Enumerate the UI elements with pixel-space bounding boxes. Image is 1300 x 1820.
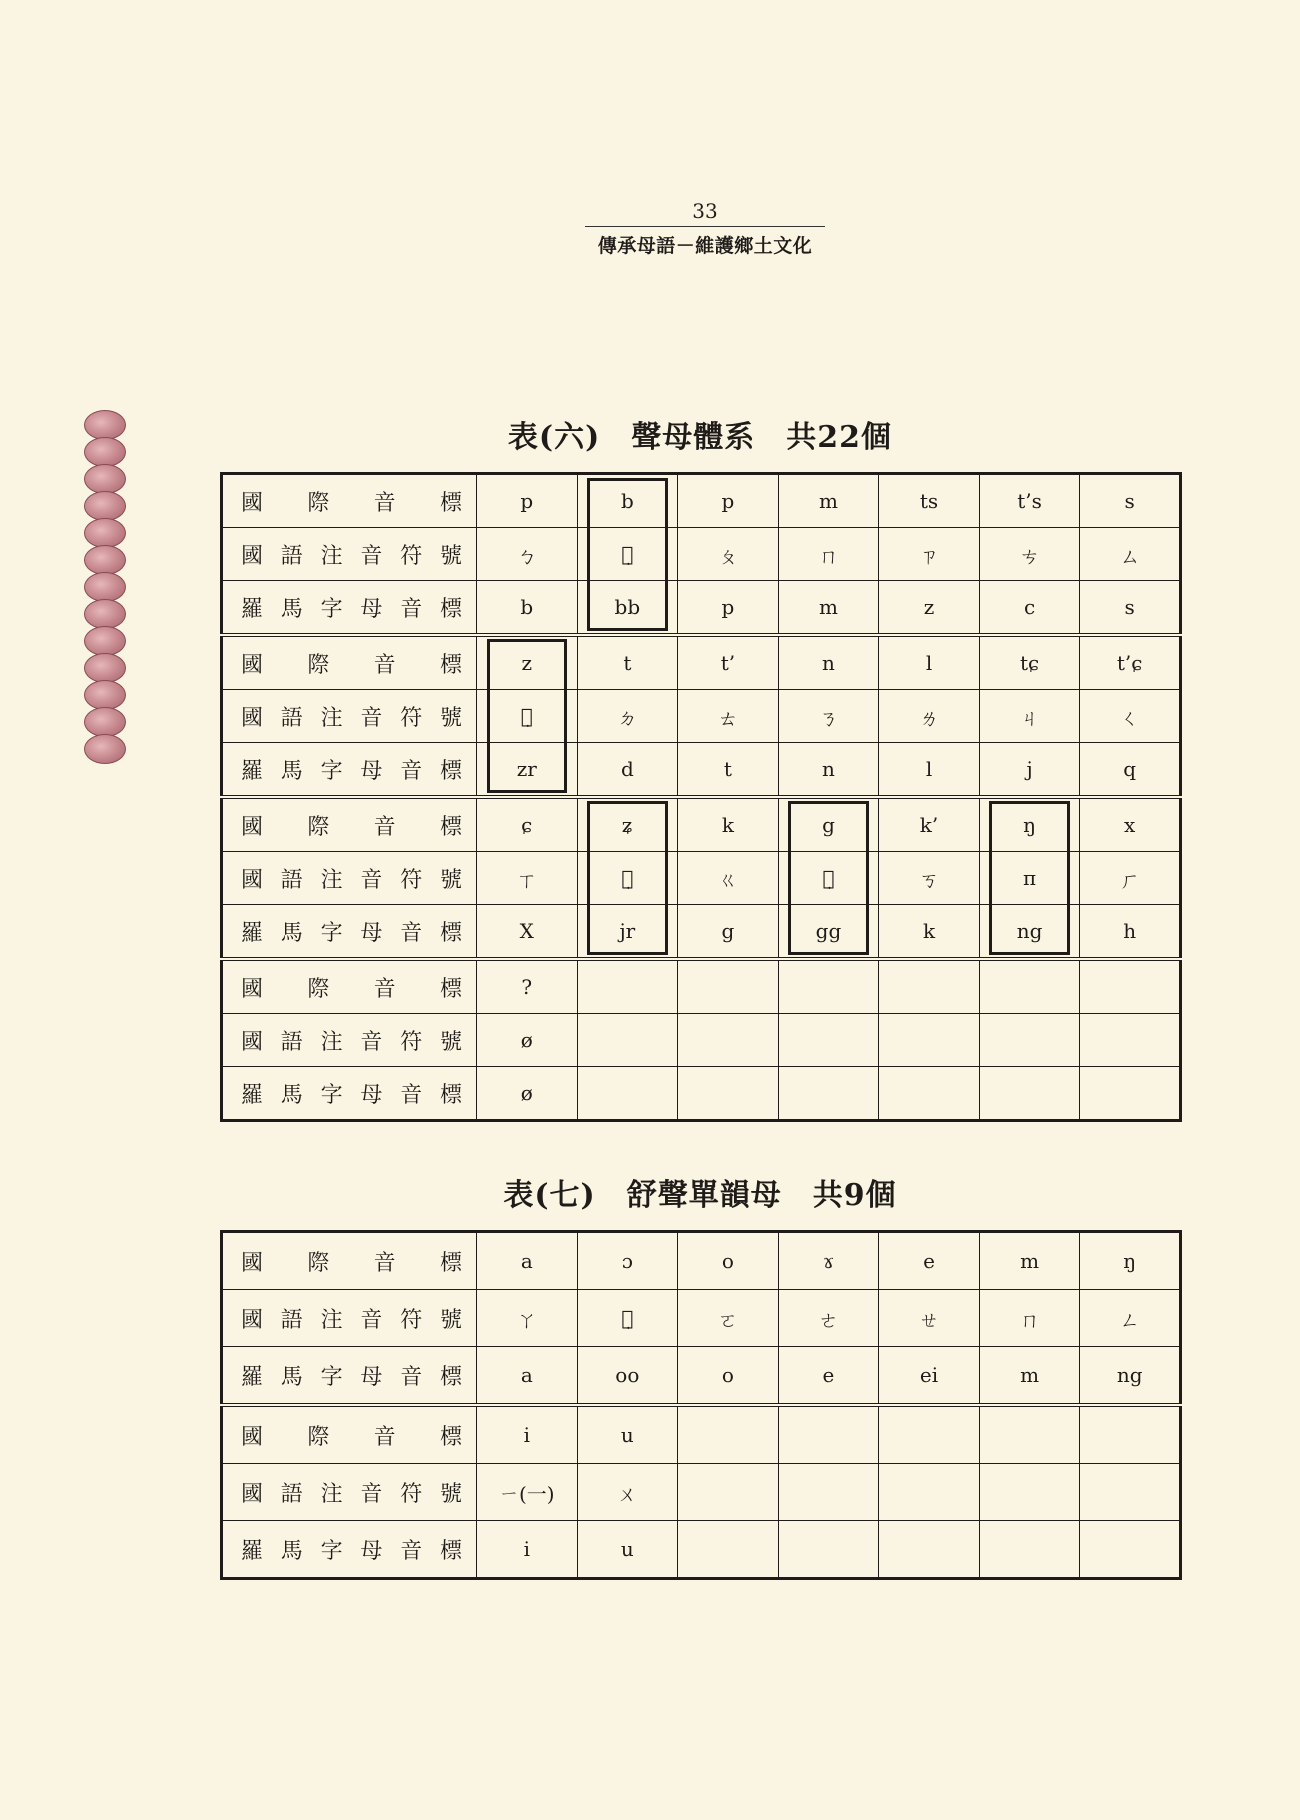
row-label [222, 1347, 477, 1406]
table-cell: ㄨ [577, 1464, 678, 1521]
label-char: 音 [360, 1307, 383, 1333]
table-cell: i [477, 1521, 578, 1579]
table-row [222, 1464, 1181, 1521]
label-char: 母 [360, 920, 383, 946]
label-char: 號 [439, 867, 462, 893]
label-char: 符 [400, 1481, 423, 1507]
label-char: 號 [439, 1481, 462, 1507]
label-char: 國 [241, 1250, 264, 1276]
row-label [222, 852, 477, 905]
table-cell: ㄏ [1080, 852, 1181, 905]
label-char: 語 [280, 867, 303, 893]
table-cell: g [678, 905, 779, 960]
row-label-text [223, 1420, 476, 1451]
table-cell: bb [577, 581, 678, 636]
table-cell: k [678, 797, 779, 852]
label-char: 母 [360, 596, 383, 622]
initials-table [220, 472, 1182, 1122]
table-row [222, 1232, 1181, 1290]
table-row [222, 528, 1181, 581]
table-cell [778, 1464, 879, 1521]
table-cell: ɤ [778, 1232, 879, 1290]
table-cell: m [979, 1232, 1080, 1290]
table-cell: t’ɕ [1080, 635, 1181, 690]
table-cell [577, 1067, 678, 1121]
row-label [222, 1405, 477, 1464]
table-cell: p [678, 581, 779, 636]
table-cell: ㄇ [979, 1290, 1080, 1347]
table-cell [678, 1067, 779, 1121]
table-row [222, 959, 1181, 1014]
label-char: 注 [320, 705, 343, 731]
ornament-bead [84, 626, 126, 656]
table-cell [678, 1464, 779, 1521]
row-label-text [223, 701, 476, 732]
table-cell: ㄋ [778, 690, 879, 743]
table-cell [979, 1014, 1080, 1067]
table-cell: ㄌ [879, 690, 980, 743]
ornament-bead [84, 734, 126, 764]
row-label [222, 581, 477, 636]
table-cell: ㄧ(一) [477, 1464, 578, 1521]
row-label-text [223, 1025, 476, 1056]
table-cell: ø [477, 1014, 578, 1067]
label-char: 音 [400, 596, 423, 622]
table-cell [979, 1464, 1080, 1521]
table-cell [1080, 1464, 1181, 1521]
table-cell: ng [979, 905, 1080, 960]
row-label [222, 1014, 477, 1067]
row-label-text [223, 1360, 476, 1391]
table-cell: n [778, 743, 879, 798]
label-char: 國 [241, 1481, 264, 1507]
table-cell: p [678, 474, 779, 528]
row-label [222, 474, 477, 528]
table-row [222, 905, 1181, 960]
table-cell: ㄅ̣ [577, 528, 678, 581]
ornament-bead [84, 437, 126, 467]
table-cell: l [879, 635, 980, 690]
page-number: 33 [692, 199, 718, 223]
table-row [222, 797, 1181, 852]
label-char: 母 [360, 1538, 383, 1564]
label-char: 音 [400, 1364, 423, 1390]
table-cell: ㄗ [879, 528, 980, 581]
table-cell: x [1080, 797, 1181, 852]
label-char: 音 [400, 1082, 423, 1108]
table-row [222, 1347, 1181, 1406]
label-char: 語 [280, 543, 303, 569]
row-label [222, 1067, 477, 1121]
table-cell: o [678, 1347, 779, 1406]
table-cell: n [778, 635, 879, 690]
table-cell: ø [477, 1067, 578, 1121]
table-cell [1080, 1405, 1181, 1464]
table-cell: ? [477, 959, 578, 1014]
table-cell [577, 1014, 678, 1067]
ornament-bead [84, 410, 126, 440]
table-cell: ㄛ̣ [577, 1290, 678, 1347]
table-cell: ㄘ [979, 528, 1080, 581]
label-char: 羅 [241, 758, 264, 784]
label-char: 羅 [241, 1364, 264, 1390]
table-cell: ng [1080, 1347, 1181, 1406]
label-char: 音 [360, 705, 383, 731]
table-cell: ㄊ [678, 690, 779, 743]
table-cell: q [1080, 743, 1181, 798]
table7-title: 表(七) 舒聲單韻母 共9個 [503, 1178, 897, 1213]
label-char: 母 [360, 1364, 383, 1390]
row-label [222, 743, 477, 798]
table-cell: π [979, 852, 1080, 905]
running-title: 傳承母語－維護鄉土文化 [597, 235, 813, 257]
row-label [222, 1464, 477, 1521]
table-cell: ㄥ [1080, 1290, 1181, 1347]
table-cell [979, 959, 1080, 1014]
label-char: 母 [360, 1082, 383, 1108]
table-cell: ㄜ [778, 1290, 879, 1347]
table-cell: u [577, 1521, 678, 1579]
table-row [222, 1014, 1181, 1067]
table-cell: ㄍ [678, 852, 779, 905]
ornament-bead [84, 680, 126, 710]
table-cell: ㄛ [678, 1290, 779, 1347]
label-char: 標 [439, 1250, 462, 1276]
label-char: 馬 [280, 1082, 303, 1108]
table-cell [979, 1067, 1080, 1121]
label-char: 標 [439, 490, 462, 516]
label-char: 音 [360, 543, 383, 569]
table-cell [879, 1014, 980, 1067]
label-char: 國 [241, 543, 264, 569]
table-cell: u [577, 1405, 678, 1464]
label-char: 號 [439, 1307, 462, 1333]
table-cell: z [879, 581, 980, 636]
row-label-text [223, 1246, 476, 1277]
ornament-bead [84, 653, 126, 683]
label-char: 際 [307, 490, 330, 516]
label-char: 字 [320, 920, 343, 946]
row-label-text [223, 539, 476, 570]
label-char: 音 [360, 1481, 383, 1507]
label-char: 音 [373, 814, 396, 840]
table-cell: e [778, 1347, 879, 1406]
label-char: 羅 [241, 1538, 264, 1564]
table-cell [577, 959, 678, 1014]
table-cell [778, 1014, 879, 1067]
table-cell [1080, 1014, 1181, 1067]
table-cell [778, 1521, 879, 1579]
label-char: 音 [360, 867, 383, 893]
label-char: 際 [307, 1424, 330, 1450]
table-row [222, 690, 1181, 743]
row-label [222, 1290, 477, 1347]
table-cell: X [477, 905, 578, 960]
label-char: 音 [373, 976, 396, 1002]
label-char: 注 [320, 1481, 343, 1507]
label-char: 國 [241, 1424, 264, 1450]
table-cell: i [477, 1405, 578, 1464]
label-char: 母 [360, 758, 383, 784]
label-char: 音 [373, 1250, 396, 1276]
table-cell: ㄅ [477, 528, 578, 581]
label-char: 標 [439, 758, 462, 784]
table-cell [879, 1521, 980, 1579]
label-char: 標 [439, 1364, 462, 1390]
table-cell [1080, 1521, 1181, 1579]
label-char: 馬 [280, 596, 303, 622]
label-char: 字 [320, 1538, 343, 1564]
table-cell: b [577, 474, 678, 528]
table-cell: k [879, 905, 980, 960]
label-char: 際 [307, 814, 330, 840]
row-label [222, 635, 477, 690]
label-char: 國 [241, 1307, 264, 1333]
label-char: 語 [280, 1029, 303, 1055]
table-row [222, 852, 1181, 905]
table-cell: ㄝ [879, 1290, 980, 1347]
label-char: 國 [241, 490, 264, 516]
table-cell: ㄒ [477, 852, 578, 905]
table-cell: tɕ [979, 635, 1080, 690]
table-cell: z [477, 635, 578, 690]
row-label [222, 1521, 477, 1579]
table-cell: ㄉ [577, 690, 678, 743]
label-char: 羅 [241, 596, 264, 622]
table-cell: ts [879, 474, 980, 528]
table-row [222, 1067, 1181, 1121]
table-cell: ŋ [979, 797, 1080, 852]
table-cell [678, 1521, 779, 1579]
label-char: 際 [307, 1250, 330, 1276]
table-row [222, 474, 1181, 528]
label-char: 音 [400, 1538, 423, 1564]
row-label-text [223, 1534, 476, 1565]
label-char: 符 [400, 1029, 423, 1055]
table-row [222, 1521, 1181, 1579]
table-cell: b [477, 581, 578, 636]
table-cell: d [577, 743, 678, 798]
label-char: 語 [280, 1481, 303, 1507]
table-cell: ㄆ [678, 528, 779, 581]
vowels-table [220, 1230, 1182, 1580]
label-char: 符 [400, 705, 423, 731]
row-label-text [223, 1303, 476, 1334]
label-char: 際 [307, 652, 330, 678]
label-char: 馬 [280, 920, 303, 946]
table-cell: c [979, 581, 1080, 636]
table6-title: 表(六) 聲母體系 共22個 [507, 420, 893, 455]
label-char: 字 [320, 596, 343, 622]
table-cell: gg [778, 905, 879, 960]
table-cell [1080, 1067, 1181, 1121]
label-char: 標 [439, 1538, 462, 1564]
table-cell: ㄑ [1080, 690, 1181, 743]
table-cell [879, 1405, 980, 1464]
label-char: 國 [241, 1029, 264, 1055]
label-char: 語 [280, 1307, 303, 1333]
table-cell [678, 1405, 779, 1464]
label-char: 號 [439, 543, 462, 569]
label-char: 馬 [280, 758, 303, 784]
table-cell: ㄎ [879, 852, 980, 905]
table-cell [678, 959, 779, 1014]
ornament-bead [84, 464, 126, 494]
label-char: 注 [320, 867, 343, 893]
table-cell: a [477, 1347, 578, 1406]
table-cell [979, 1521, 1080, 1579]
table-cell: ei [879, 1347, 980, 1406]
table-cell: l [879, 743, 980, 798]
table-cell [778, 1067, 879, 1121]
table-cell: ㄚ [477, 1290, 578, 1347]
label-char: 音 [373, 652, 396, 678]
table-cell [678, 1014, 779, 1067]
table-cell: ㄙ [1080, 528, 1181, 581]
table-cell [778, 959, 879, 1014]
label-char: 標 [439, 652, 462, 678]
ornament-bead [84, 491, 126, 521]
label-char: 標 [439, 976, 462, 1002]
ornament-bead [84, 572, 126, 602]
table-cell: m [979, 1347, 1080, 1406]
ornament-bead [84, 707, 126, 737]
table-row [222, 635, 1181, 690]
table-cell: m [778, 581, 879, 636]
row-label-text [223, 592, 476, 623]
table-cell [879, 1464, 980, 1521]
row-label-text [223, 972, 476, 1003]
table-cell [879, 959, 980, 1014]
table-row [222, 1405, 1181, 1464]
label-char: 國 [241, 976, 264, 1002]
table-cell: t’s [979, 474, 1080, 528]
label-char: 國 [241, 814, 264, 840]
table-cell: k’ [879, 797, 980, 852]
label-char: 羅 [241, 920, 264, 946]
label-char: 符 [400, 543, 423, 569]
row-label [222, 797, 477, 852]
table-cell: ㄍ̣ [778, 852, 879, 905]
ornament-bead [84, 545, 126, 575]
label-char: 標 [439, 1082, 462, 1108]
label-char: 音 [373, 1424, 396, 1450]
side-ornament [84, 410, 128, 761]
table-cell [879, 1067, 980, 1121]
label-char: 音 [400, 758, 423, 784]
row-label [222, 959, 477, 1014]
label-char: 標 [439, 1424, 462, 1450]
label-char: 注 [320, 1307, 343, 1333]
table-cell: j [979, 743, 1080, 798]
table-cell: ㄙ̣ [477, 690, 578, 743]
table-cell: p [477, 474, 578, 528]
ornament-bead [84, 518, 126, 548]
table-row [222, 1290, 1181, 1347]
table-cell: ʑ [577, 797, 678, 852]
row-label-text [223, 486, 476, 517]
header-rule [585, 226, 825, 227]
label-char: 注 [320, 1029, 343, 1055]
label-char: 際 [307, 976, 330, 1002]
label-char: 注 [320, 543, 343, 569]
label-char: 國 [241, 705, 264, 731]
table-cell: zr [477, 743, 578, 798]
row-label-text [223, 810, 476, 841]
table-cell: o [678, 1232, 779, 1290]
label-char: 音 [373, 490, 396, 516]
label-char: 標 [439, 596, 462, 622]
table-cell: ɔ [577, 1232, 678, 1290]
row-label [222, 1232, 477, 1290]
row-label-text [223, 754, 476, 785]
label-char: 符 [400, 1307, 423, 1333]
label-char: 字 [320, 1082, 343, 1108]
ornament-bead [84, 599, 126, 629]
row-label-text [223, 916, 476, 947]
row-label [222, 905, 477, 960]
row-label-text [223, 1477, 476, 1508]
row-label-text [223, 648, 476, 679]
label-char: 字 [320, 758, 343, 784]
table-cell: a [477, 1232, 578, 1290]
label-char: 音 [400, 920, 423, 946]
table-cell: e [879, 1232, 980, 1290]
label-char: 語 [280, 705, 303, 731]
table-cell: ㄇ [778, 528, 879, 581]
table-cell: ŋ [1080, 1232, 1181, 1290]
table-cell: s [1080, 581, 1181, 636]
label-char: 標 [439, 920, 462, 946]
table-cell: ㄒ̣ [577, 852, 678, 905]
row-label-text [223, 1078, 476, 1109]
page-header [585, 198, 825, 258]
table-cell: h [1080, 905, 1181, 960]
label-char: 號 [439, 705, 462, 731]
table-cell: t [577, 635, 678, 690]
label-char: 羅 [241, 1082, 264, 1108]
table-row [222, 743, 1181, 798]
table-cell: g [778, 797, 879, 852]
label-char: 音 [360, 1029, 383, 1055]
table-cell: s [1080, 474, 1181, 528]
row-label [222, 528, 477, 581]
label-char: 符 [400, 867, 423, 893]
table-row [222, 581, 1181, 636]
label-char: 馬 [280, 1538, 303, 1564]
table-cell: ㄐ [979, 690, 1080, 743]
label-char: 馬 [280, 1364, 303, 1390]
table-cell: oo [577, 1347, 678, 1406]
table-cell [979, 1405, 1080, 1464]
table-cell: t [678, 743, 779, 798]
label-char: 標 [439, 814, 462, 840]
table-cell [1080, 959, 1181, 1014]
table-cell [778, 1405, 879, 1464]
table-cell: jr [577, 905, 678, 960]
table-cell: t’ [678, 635, 779, 690]
row-label-text [223, 863, 476, 894]
label-char: 國 [241, 867, 264, 893]
label-char: 字 [320, 1364, 343, 1390]
label-char: 國 [241, 652, 264, 678]
row-label [222, 690, 477, 743]
table-cell: ɕ [477, 797, 578, 852]
label-char: 號 [439, 1029, 462, 1055]
table-cell: m [778, 474, 879, 528]
